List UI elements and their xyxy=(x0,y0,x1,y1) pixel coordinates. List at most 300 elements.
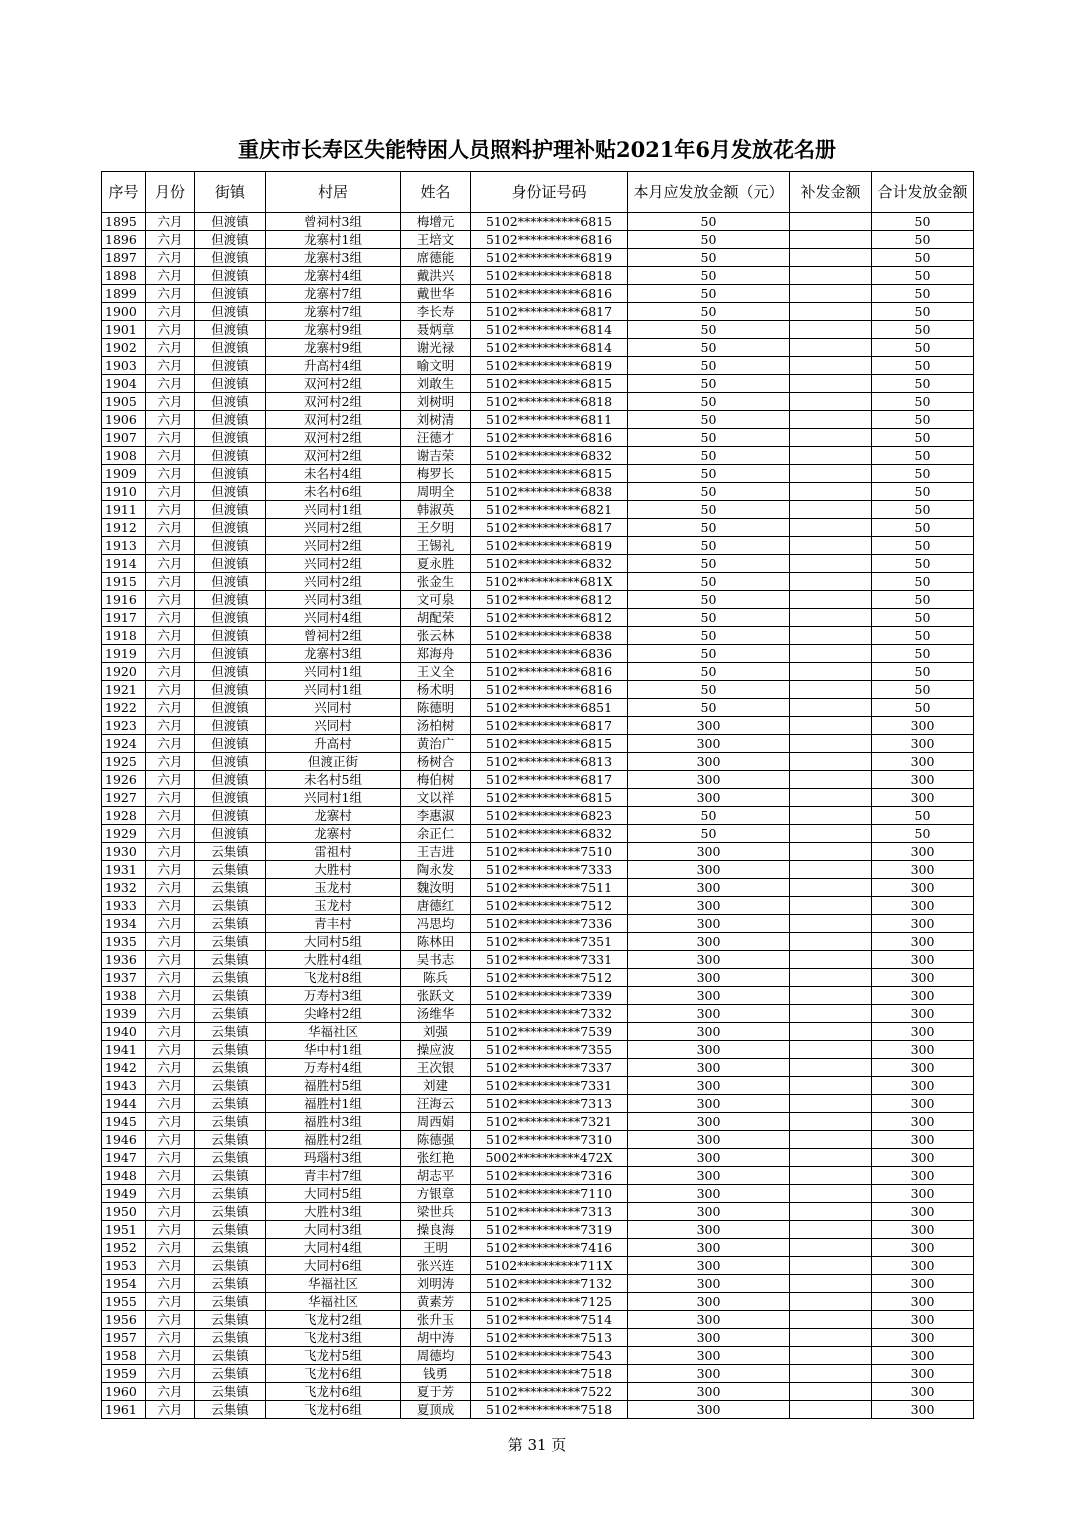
roster-body xyxy=(102,213,974,1419)
cell-village: 曾祠村3组 xyxy=(266,213,401,231)
cell-month: 六月 xyxy=(146,1185,195,1203)
cell-name: 张兴连 xyxy=(401,1257,471,1275)
cell-id-number: 5102**********6815 xyxy=(471,375,628,393)
cell-town: 云集镇 xyxy=(195,1077,266,1095)
cell-month: 六月 xyxy=(146,735,195,753)
table-row xyxy=(102,1077,974,1095)
cell-total: 300 xyxy=(872,1149,974,1167)
cell-id-number: 5102**********6819 xyxy=(471,537,628,555)
cell-supplement xyxy=(790,789,872,807)
cell-seq: 1952 xyxy=(102,1239,146,1257)
table-row xyxy=(102,663,974,681)
cell-monthly-amount: 300 xyxy=(628,1239,790,1257)
table-row xyxy=(102,375,974,393)
cell-month: 六月 xyxy=(146,1221,195,1239)
table-row xyxy=(102,501,974,519)
cell-seq: 1940 xyxy=(102,1023,146,1041)
cell-seq: 1958 xyxy=(102,1347,146,1365)
cell-monthly-amount: 300 xyxy=(628,1365,790,1383)
cell-monthly-amount: 300 xyxy=(628,1185,790,1203)
cell-village: 兴同村1组 xyxy=(266,501,401,519)
cell-month: 六月 xyxy=(146,249,195,267)
cell-town: 但渡镇 xyxy=(195,591,266,609)
table-row xyxy=(102,1275,974,1293)
cell-total: 300 xyxy=(872,987,974,1005)
table-row xyxy=(102,1347,974,1365)
cell-id-number: 5102**********7351 xyxy=(471,933,628,951)
header-monthly-amount: 本月应发放金额（元） xyxy=(628,172,790,213)
cell-total: 300 xyxy=(872,1095,974,1113)
cell-monthly-amount: 50 xyxy=(628,375,790,393)
cell-village: 龙寨村9组 xyxy=(266,321,401,339)
cell-id-number: 5102**********6832 xyxy=(471,825,628,843)
table-row xyxy=(102,267,974,285)
cell-id-number: 5102**********7522 xyxy=(471,1383,628,1401)
cell-id-number: 5102**********6838 xyxy=(471,483,628,501)
cell-id-number: 5102**********6813 xyxy=(471,753,628,771)
table-row xyxy=(102,591,974,609)
table-row xyxy=(102,1365,974,1383)
cell-total: 50 xyxy=(872,681,974,699)
table-row xyxy=(102,447,974,465)
cell-month: 六月 xyxy=(146,645,195,663)
cell-month: 六月 xyxy=(146,537,195,555)
cell-village: 大胜村 xyxy=(266,861,401,879)
cell-town: 但渡镇 xyxy=(195,249,266,267)
cell-town: 云集镇 xyxy=(195,1185,266,1203)
cell-village: 龙寨村 xyxy=(266,825,401,843)
cell-village: 福胜村1组 xyxy=(266,1095,401,1113)
cell-village: 升高村 xyxy=(266,735,401,753)
cell-village: 双河村2组 xyxy=(266,411,401,429)
cell-supplement xyxy=(790,285,872,303)
cell-name: 刘树清 xyxy=(401,411,471,429)
cell-name: 汤维华 xyxy=(401,1005,471,1023)
cell-seq: 1924 xyxy=(102,735,146,753)
cell-name: 喻文明 xyxy=(401,357,471,375)
cell-monthly-amount: 50 xyxy=(628,591,790,609)
cell-seq: 1956 xyxy=(102,1311,146,1329)
table-row xyxy=(102,807,974,825)
cell-supplement xyxy=(790,843,872,861)
cell-town: 云集镇 xyxy=(195,987,266,1005)
cell-town: 云集镇 xyxy=(195,843,266,861)
cell-monthly-amount: 300 xyxy=(628,879,790,897)
cell-month: 六月 xyxy=(146,951,195,969)
cell-monthly-amount: 300 xyxy=(628,771,790,789)
cell-seq: 1919 xyxy=(102,645,146,663)
cell-supplement xyxy=(790,519,872,537)
cell-monthly-amount: 50 xyxy=(628,231,790,249)
cell-monthly-amount: 50 xyxy=(628,555,790,573)
cell-name: 魏汝明 xyxy=(401,879,471,897)
cell-supplement xyxy=(790,447,872,465)
table-row xyxy=(102,213,974,231)
cell-total: 50 xyxy=(872,555,974,573)
cell-monthly-amount: 300 xyxy=(628,1041,790,1059)
cell-id-number: 5102**********7316 xyxy=(471,1167,628,1185)
cell-total: 50 xyxy=(872,663,974,681)
cell-supplement xyxy=(790,1059,872,1077)
cell-month: 六月 xyxy=(146,1203,195,1221)
header-id-number: 身份证号码 xyxy=(471,172,628,213)
table-row xyxy=(102,231,974,249)
cell-village: 大同村5组 xyxy=(266,1185,401,1203)
cell-monthly-amount: 300 xyxy=(628,969,790,987)
cell-monthly-amount: 50 xyxy=(628,285,790,303)
table-row xyxy=(102,843,974,861)
cell-month: 六月 xyxy=(146,771,195,789)
table-row xyxy=(102,1401,974,1419)
cell-seq: 1949 xyxy=(102,1185,146,1203)
header-town: 街镇 xyxy=(195,172,266,213)
cell-total: 50 xyxy=(872,321,974,339)
table-row xyxy=(102,933,974,951)
cell-village: 福胜村2组 xyxy=(266,1131,401,1149)
cell-supplement xyxy=(790,897,872,915)
cell-seq: 1902 xyxy=(102,339,146,357)
cell-village: 兴同村1组 xyxy=(266,663,401,681)
cell-id-number: 5102**********6832 xyxy=(471,555,628,573)
cell-seq: 1904 xyxy=(102,375,146,393)
cell-village: 华福社区 xyxy=(266,1023,401,1041)
cell-name: 唐德红 xyxy=(401,897,471,915)
cell-village: 飞龙村6组 xyxy=(266,1401,401,1419)
cell-seq: 1957 xyxy=(102,1329,146,1347)
cell-total: 300 xyxy=(872,933,974,951)
cell-month: 六月 xyxy=(146,1239,195,1257)
cell-monthly-amount: 300 xyxy=(628,1095,790,1113)
cell-village: 龙寨村 xyxy=(266,807,401,825)
cell-town: 但渡镇 xyxy=(195,663,266,681)
cell-total: 300 xyxy=(872,1041,974,1059)
table-row xyxy=(102,645,974,663)
table-row xyxy=(102,1293,974,1311)
cell-month: 六月 xyxy=(146,1365,195,1383)
cell-total: 300 xyxy=(872,1239,974,1257)
cell-town: 云集镇 xyxy=(195,897,266,915)
cell-monthly-amount: 50 xyxy=(628,573,790,591)
cell-id-number: 5102**********6818 xyxy=(471,267,628,285)
cell-id-number: 5102**********7512 xyxy=(471,969,628,987)
cell-id-number: 5102**********6816 xyxy=(471,231,628,249)
cell-seq: 1946 xyxy=(102,1131,146,1149)
cell-month: 六月 xyxy=(146,285,195,303)
cell-month: 六月 xyxy=(146,447,195,465)
cell-supplement xyxy=(790,861,872,879)
cell-id-number: 5102**********7539 xyxy=(471,1023,628,1041)
table-row xyxy=(102,1329,974,1347)
cell-seq: 1930 xyxy=(102,843,146,861)
cell-id-number: 5102**********6814 xyxy=(471,339,628,357)
cell-town: 但渡镇 xyxy=(195,717,266,735)
cell-seq: 1954 xyxy=(102,1275,146,1293)
cell-total: 50 xyxy=(872,411,974,429)
cell-id-number: 5102**********6816 xyxy=(471,285,628,303)
cell-name: 陈林田 xyxy=(401,933,471,951)
cell-total: 300 xyxy=(872,789,974,807)
cell-town: 云集镇 xyxy=(195,1275,266,1293)
cell-total: 300 xyxy=(872,879,974,897)
cell-seq: 1944 xyxy=(102,1095,146,1113)
cell-village: 双河村2组 xyxy=(266,375,401,393)
cell-monthly-amount: 50 xyxy=(628,807,790,825)
cell-monthly-amount: 300 xyxy=(628,951,790,969)
cell-supplement xyxy=(790,1149,872,1167)
cell-town: 但渡镇 xyxy=(195,375,266,393)
cell-month: 六月 xyxy=(146,1293,195,1311)
cell-id-number: 5102**********6811 xyxy=(471,411,628,429)
cell-month: 六月 xyxy=(146,375,195,393)
cell-name: 胡配荣 xyxy=(401,609,471,627)
cell-month: 六月 xyxy=(146,1275,195,1293)
cell-id-number: 5102**********7513 xyxy=(471,1329,628,1347)
cell-monthly-amount: 300 xyxy=(628,1293,790,1311)
cell-name: 张升玉 xyxy=(401,1311,471,1329)
cell-id-number: 5102**********7336 xyxy=(471,915,628,933)
cell-id-number: 5102**********6851 xyxy=(471,699,628,717)
cell-town: 云集镇 xyxy=(195,1311,266,1329)
cell-monthly-amount: 50 xyxy=(628,681,790,699)
cell-town: 但渡镇 xyxy=(195,303,266,321)
cell-total: 50 xyxy=(872,213,974,231)
cell-name: 操良海 xyxy=(401,1221,471,1239)
cell-monthly-amount: 50 xyxy=(628,699,790,717)
cell-month: 六月 xyxy=(146,1041,195,1059)
cell-total: 50 xyxy=(872,609,974,627)
cell-month: 六月 xyxy=(146,519,195,537)
cell-village: 玉龙村 xyxy=(266,897,401,915)
cell-month: 六月 xyxy=(146,303,195,321)
table-row xyxy=(102,1041,974,1059)
cell-monthly-amount: 300 xyxy=(628,1077,790,1095)
cell-name: 王培文 xyxy=(401,231,471,249)
cell-name: 刘敢生 xyxy=(401,375,471,393)
cell-name: 陈德明 xyxy=(401,699,471,717)
cell-name: 黄素芳 xyxy=(401,1293,471,1311)
table-row xyxy=(102,699,974,717)
cell-monthly-amount: 50 xyxy=(628,825,790,843)
cell-name: 王夕明 xyxy=(401,519,471,537)
cell-total: 50 xyxy=(872,339,974,357)
cell-name: 梅伯树 xyxy=(401,771,471,789)
cell-name: 方银章 xyxy=(401,1185,471,1203)
cell-supplement xyxy=(790,339,872,357)
cell-town: 云集镇 xyxy=(195,1347,266,1365)
cell-monthly-amount: 300 xyxy=(628,735,790,753)
cell-supplement xyxy=(790,1365,872,1383)
cell-id-number: 5102**********7331 xyxy=(471,1077,628,1095)
cell-name: 周西娟 xyxy=(401,1113,471,1131)
cell-month: 六月 xyxy=(146,843,195,861)
cell-seq: 1927 xyxy=(102,789,146,807)
cell-monthly-amount: 300 xyxy=(628,1113,790,1131)
cell-village: 龙寨村7组 xyxy=(266,303,401,321)
cell-month: 六月 xyxy=(146,969,195,987)
cell-village: 飞龙村2组 xyxy=(266,1311,401,1329)
cell-month: 六月 xyxy=(146,1329,195,1347)
cell-monthly-amount: 50 xyxy=(628,411,790,429)
cell-town: 但渡镇 xyxy=(195,267,266,285)
cell-month: 六月 xyxy=(146,501,195,519)
cell-total: 50 xyxy=(872,465,974,483)
cell-id-number: 5102**********6815 xyxy=(471,213,628,231)
cell-total: 50 xyxy=(872,357,974,375)
cell-month: 六月 xyxy=(146,933,195,951)
cell-total: 300 xyxy=(872,1221,974,1239)
cell-supplement xyxy=(790,699,872,717)
cell-seq: 1945 xyxy=(102,1113,146,1131)
header-total: 合计发放金额 xyxy=(872,172,974,213)
cell-name: 梁世兵 xyxy=(401,1203,471,1221)
cell-total: 300 xyxy=(872,1383,974,1401)
cell-seq: 1938 xyxy=(102,987,146,1005)
table-row xyxy=(102,357,974,375)
cell-total: 300 xyxy=(872,861,974,879)
cell-monthly-amount: 300 xyxy=(628,1059,790,1077)
cell-monthly-amount: 300 xyxy=(628,1167,790,1185)
cell-total: 300 xyxy=(872,1275,974,1293)
cell-seq: 1916 xyxy=(102,591,146,609)
cell-month: 六月 xyxy=(146,627,195,645)
cell-town: 云集镇 xyxy=(195,1023,266,1041)
cell-id-number: 5102**********7518 xyxy=(471,1401,628,1419)
cell-seq: 1906 xyxy=(102,411,146,429)
cell-seq: 1935 xyxy=(102,933,146,951)
cell-town: 但渡镇 xyxy=(195,447,266,465)
cell-supplement xyxy=(790,375,872,393)
cell-total: 300 xyxy=(872,1167,974,1185)
cell-id-number: 5102**********6812 xyxy=(471,591,628,609)
cell-village: 双河村2组 xyxy=(266,393,401,411)
header-seq: 序号 xyxy=(102,172,146,213)
cell-seq: 1929 xyxy=(102,825,146,843)
cell-village: 玛瑙村3组 xyxy=(266,1149,401,1167)
cell-monthly-amount: 300 xyxy=(628,861,790,879)
header-village: 村居 xyxy=(266,172,401,213)
cell-month: 六月 xyxy=(146,915,195,933)
table-row xyxy=(102,303,974,321)
cell-seq: 1961 xyxy=(102,1401,146,1419)
cell-total: 300 xyxy=(872,1401,974,1419)
cell-total: 300 xyxy=(872,1203,974,1221)
cell-supplement xyxy=(790,1257,872,1275)
cell-seq: 1931 xyxy=(102,861,146,879)
cell-month: 六月 xyxy=(146,213,195,231)
cell-name: 郑海舟 xyxy=(401,645,471,663)
cell-town: 云集镇 xyxy=(195,1329,266,1347)
cell-id-number: 5102**********6812 xyxy=(471,609,628,627)
cell-town: 但渡镇 xyxy=(195,537,266,555)
cell-town: 云集镇 xyxy=(195,1239,266,1257)
cell-seq: 1914 xyxy=(102,555,146,573)
cell-name: 谢吉荣 xyxy=(401,447,471,465)
table-row xyxy=(102,987,974,1005)
cell-town: 但渡镇 xyxy=(195,321,266,339)
cell-town: 但渡镇 xyxy=(195,429,266,447)
cell-supplement xyxy=(790,303,872,321)
cell-town: 云集镇 xyxy=(195,879,266,897)
cell-village: 未名村4组 xyxy=(266,465,401,483)
table-row xyxy=(102,1149,974,1167)
cell-supplement xyxy=(790,1347,872,1365)
cell-name: 李惠淑 xyxy=(401,807,471,825)
cell-total: 300 xyxy=(872,1365,974,1383)
cell-total: 50 xyxy=(872,807,974,825)
cell-name: 钱勇 xyxy=(401,1365,471,1383)
cell-town: 但渡镇 xyxy=(195,411,266,429)
page-number: 第 31 页 xyxy=(507,1436,567,1454)
cell-total: 50 xyxy=(872,375,974,393)
cell-supplement xyxy=(790,951,872,969)
cell-seq: 1900 xyxy=(102,303,146,321)
cell-village: 飞龙村6组 xyxy=(266,1383,401,1401)
cell-total: 300 xyxy=(872,1077,974,1095)
cell-total: 300 xyxy=(872,753,974,771)
cell-id-number: 5102**********7518 xyxy=(471,1365,628,1383)
cell-total: 300 xyxy=(872,969,974,987)
cell-supplement xyxy=(790,627,872,645)
cell-id-number: 5102**********6817 xyxy=(471,717,628,735)
cell-id-number: 5102**********6838 xyxy=(471,627,628,645)
cell-total: 50 xyxy=(872,285,974,303)
cell-seq: 1937 xyxy=(102,969,146,987)
cell-village: 飞龙村5组 xyxy=(266,1347,401,1365)
cell-id-number: 5102**********6836 xyxy=(471,645,628,663)
cell-seq: 1921 xyxy=(102,681,146,699)
cell-supplement xyxy=(790,915,872,933)
cell-monthly-amount: 300 xyxy=(628,1311,790,1329)
cell-total: 300 xyxy=(872,1005,974,1023)
header-supplement: 补发金额 xyxy=(790,172,872,213)
cell-total: 300 xyxy=(872,771,974,789)
cell-supplement xyxy=(790,807,872,825)
table-row xyxy=(102,753,974,771)
cell-town: 云集镇 xyxy=(195,915,266,933)
cell-supplement xyxy=(790,429,872,447)
header-name: 姓名 xyxy=(401,172,471,213)
cell-month: 六月 xyxy=(146,573,195,591)
cell-name: 文可泉 xyxy=(401,591,471,609)
cell-seq: 1955 xyxy=(102,1293,146,1311)
cell-id-number: 5102**********6821 xyxy=(471,501,628,519)
cell-monthly-amount: 50 xyxy=(628,609,790,627)
table-row xyxy=(102,681,974,699)
cell-supplement xyxy=(790,681,872,699)
cell-supplement xyxy=(790,663,872,681)
cell-village: 兴同村1组 xyxy=(266,789,401,807)
cell-village: 曾祠村2组 xyxy=(266,627,401,645)
cell-seq: 1908 xyxy=(102,447,146,465)
cell-village: 兴同村1组 xyxy=(266,681,401,699)
cell-supplement xyxy=(790,573,872,591)
cell-seq: 1925 xyxy=(102,753,146,771)
cell-village: 未名村6组 xyxy=(266,483,401,501)
cell-name: 周明全 xyxy=(401,483,471,501)
header-row xyxy=(102,172,974,213)
cell-total: 50 xyxy=(872,231,974,249)
cell-id-number: 5102**********7416 xyxy=(471,1239,628,1257)
cell-name: 王锡礼 xyxy=(401,537,471,555)
cell-id-number: 5102**********7514 xyxy=(471,1311,628,1329)
cell-name: 刘建 xyxy=(401,1077,471,1095)
cell-total: 50 xyxy=(872,699,974,717)
cell-town: 云集镇 xyxy=(195,969,266,987)
cell-monthly-amount: 300 xyxy=(628,753,790,771)
cell-seq: 1923 xyxy=(102,717,146,735)
cell-total: 50 xyxy=(872,447,974,465)
table-row xyxy=(102,1239,974,1257)
